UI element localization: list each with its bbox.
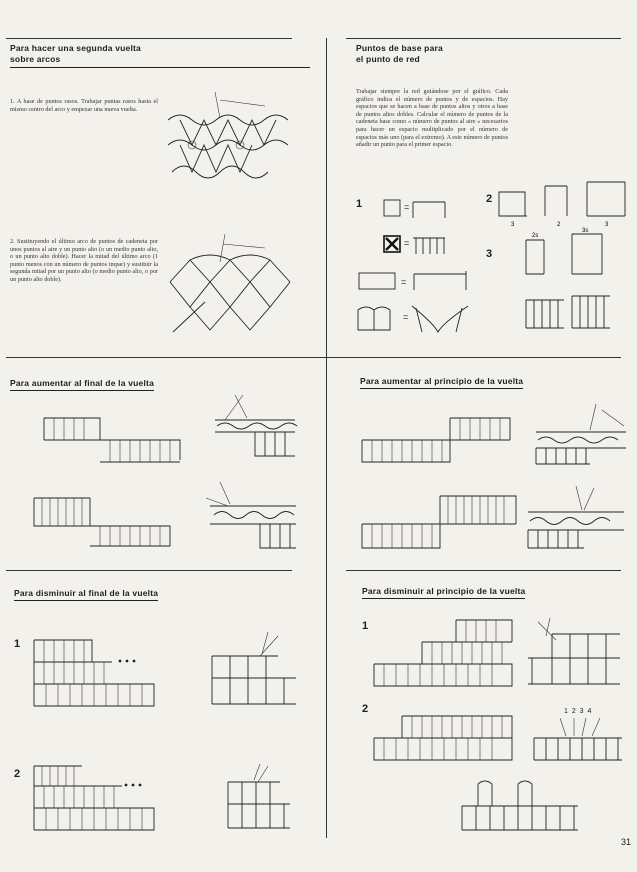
- section-title-base: Puntos de base para el punto de red: [356, 43, 443, 64]
- base-marker-2: 2: [486, 193, 493, 205]
- base-text: Trabajar siempre la red guiándose por el gráfico. Cada gráfico indica el número de puntos y de espacios. Hay espacios que se hacen a base de puntos altos y otros a base de puntos altos dobles. Calcular el número de puntos de la cadeneta base como « número de puntos al aire » necesarios para hacer un espacio multiplicado por el número de espacios más uno (para el extremo). A este número de puntos añadir un punto para el primer espacio.: [356, 88, 508, 149]
- base-symbol-rect: [358, 268, 468, 296]
- inc-end-photo-1: [205, 390, 300, 460]
- page-number: 31: [620, 837, 631, 847]
- inc-end-photo-2: [200, 478, 300, 550]
- svg-text:3: 3: [511, 222, 515, 228]
- dec-start-chart-1: [372, 614, 517, 694]
- mid-rule-3: [346, 570, 621, 571]
- mid-rule-2: [6, 570, 292, 571]
- svg-text:2s: 2s: [532, 233, 539, 239]
- dec-start-photo-1: [522, 614, 622, 694]
- dec-start-stitch-numbers: 1 2 3 4: [564, 708, 593, 715]
- svg-text:3s: 3s: [582, 228, 589, 234]
- dec-end-marker-1: 1: [14, 638, 21, 650]
- top-rule-right: [346, 38, 621, 39]
- section-title-arcs: Para hacer una segunda vuelta sobre arcos: [10, 43, 141, 64]
- dec-start-marker-1: 1: [362, 620, 369, 632]
- top-rule-left: [6, 38, 292, 39]
- arcs-title-underline: [10, 67, 310, 68]
- section-title-inc-end: Para aumentar al final de la vuelta: [10, 378, 154, 391]
- base-symbol-arc: [356, 302, 471, 334]
- dec-end-photo-2: [224, 762, 294, 834]
- base-eq-2: =: [404, 238, 410, 248]
- svg-text:3: 3: [605, 222, 609, 228]
- base-marker-3: 3: [486, 248, 493, 260]
- inc-start-chart-1: [360, 410, 515, 470]
- base-eq-3: =: [401, 277, 407, 287]
- dec-end-chart-2: [32, 760, 157, 835]
- inc-start-photo-1: [530, 398, 630, 470]
- dec-start-photo-3: [458, 776, 583, 834]
- dec-start-photo-2: [530, 716, 625, 766]
- inc-start-photo-2: [524, 482, 630, 554]
- base-grid-3: [520, 226, 630, 334]
- arcs-figure-1: [160, 90, 295, 190]
- mid-rule-1: [6, 357, 621, 358]
- arcs-step1-text: 1. A base de puntos rasos. Trabajar puntas rasos hasta el mismo centro del arco y empezar una nueva vuelta.: [10, 98, 158, 113]
- section-title-inc-start: Para aumentar al principio de la vuelta: [360, 376, 523, 389]
- section-title-dec-end: Para disminuir al final de la vuelta: [14, 588, 158, 601]
- center-divider: [326, 38, 327, 838]
- base-eq-4: =: [403, 312, 409, 322]
- dec-start-marker-2: 2: [362, 703, 369, 715]
- base-symbol-cross: [383, 234, 453, 258]
- dec-end-marker-2: 2: [14, 768, 21, 780]
- section-title-dec-start: Para disminuir al principio de la vuelta: [362, 586, 525, 599]
- base-marker-1: 1: [356, 198, 363, 210]
- inc-start-chart-2: [360, 490, 520, 552]
- dec-start-chart-2: [372, 710, 517, 770]
- inc-end-chart-1: [40, 410, 190, 470]
- dec-end-photo-1: [208, 630, 298, 710]
- svg-text:2: 2: [557, 222, 561, 228]
- base-eq-1: =: [404, 202, 410, 212]
- base-symbol-square: [383, 196, 453, 222]
- inc-end-chart-2: [30, 490, 180, 550]
- arcs-figure-2: [165, 232, 295, 337]
- base-grid-2: [497, 178, 627, 228]
- dec-end-chart-1: [32, 634, 157, 714]
- arcs-step2-text: 2. Sustituyendo el último arco de puntos de cadeneta por unos puntos al aire y un punto alto (o un medio punto alto, o un punto alto doble). Hacer la mitad del último arco (1 punto menos con un número de puntos impar) y sustituir la segunda mitad por un punto alto (o medio punto alto, o por un punto alto doble).: [10, 238, 158, 283]
